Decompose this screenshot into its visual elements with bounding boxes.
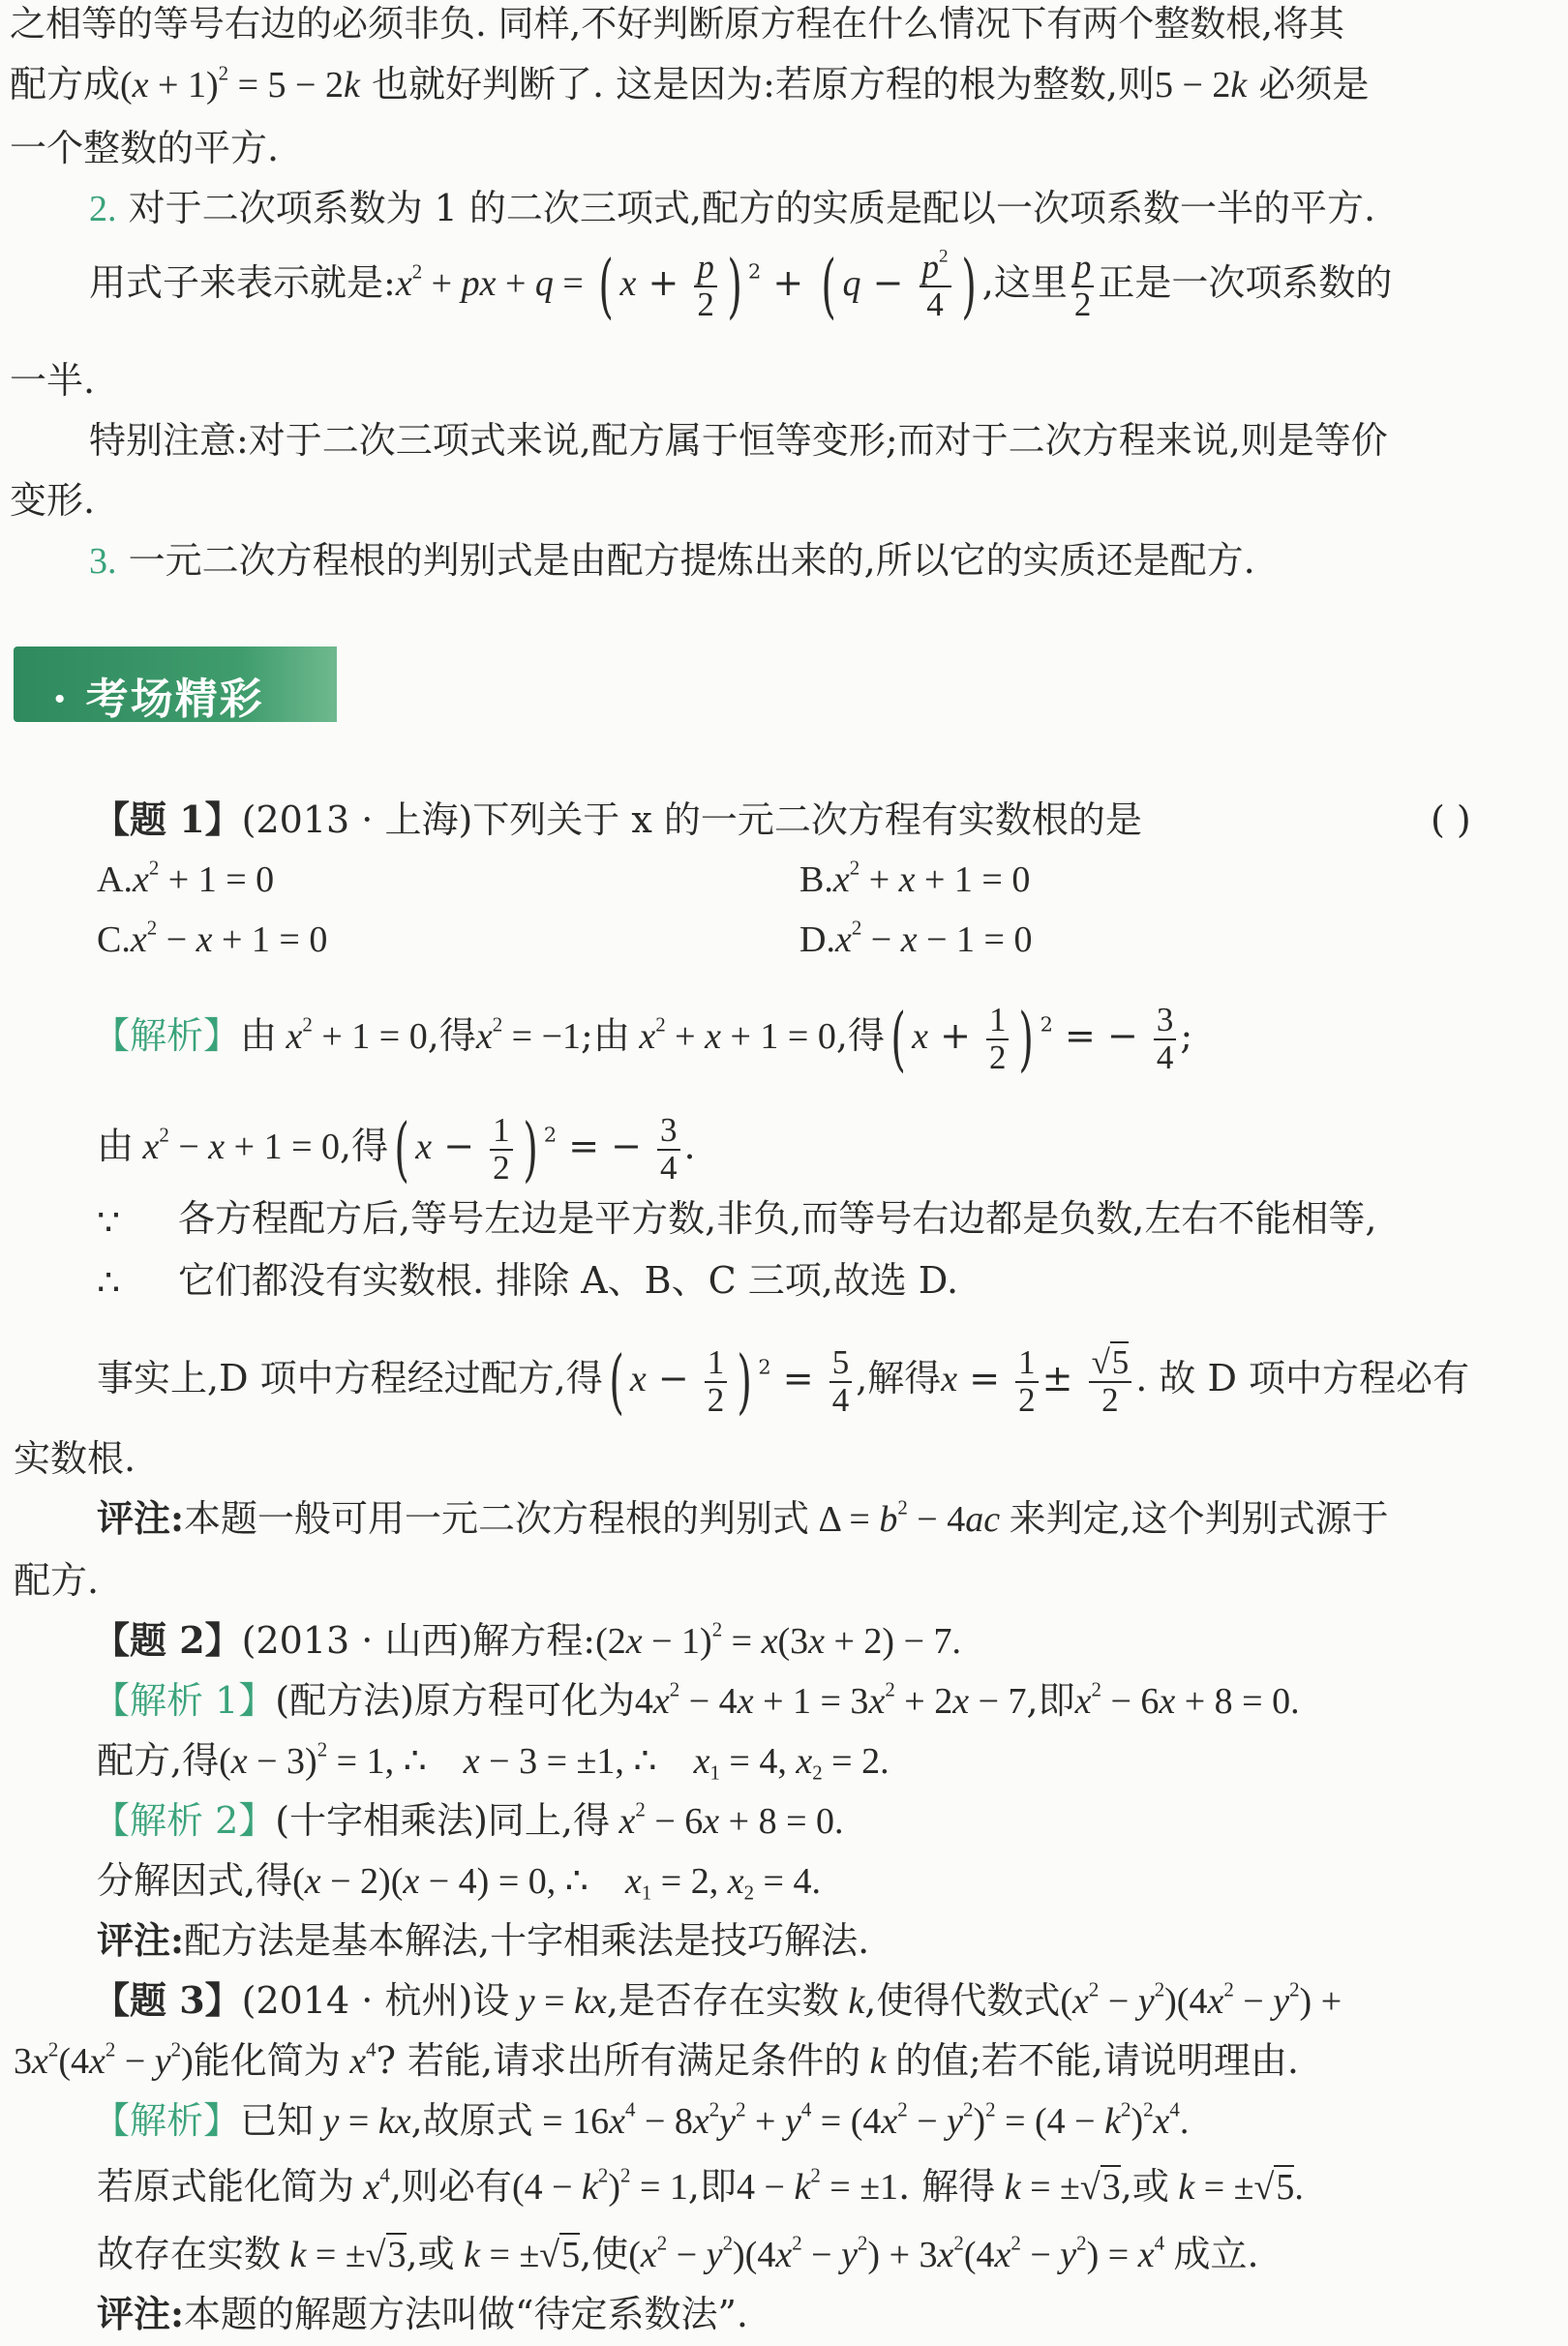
item-2-tail: 一半. [10,359,96,402]
q1-because: 各方程配方后,等号左边是平方数,非负,而等号右边都是负数,左右不能相等, [178,1197,1377,1240]
q1-fact-end: 实数根. [14,1437,136,1480]
q3-solution-line-2: 若原式能化简为 $x^4$,则必有$(4 - k^2)^2 = 1$,即$4 - k^2 = \pm 1$. 解得 k = ±√3,或 k = ±√5. [97,2163,1304,2208]
q1-answer-bracket: ( ) [1431,798,1471,841]
q1-stem [93,797,1142,841]
q1-therefore: 它们都没有实数根. 排除 A、B、C 三项,故选 D. [178,1259,959,1302]
q2-comment: 评注:配方法是基本解法,十字相乘法是技巧解法. [97,1918,870,1962]
intro-line-1: 之相等的等号右边的必须非负. 同样,不好判断原方程在什么情况下有两个整数根,将其 [10,3,1345,45]
q1-stem-text: (2013 · 上海)下列关于 x 的一元二次方程有实数根的是 [241,798,1142,841]
jiexi-tag: 【解析】 [93,1014,241,1058]
q3-stem: 【题 3】(2014 · 杭州)设 y = kx,是否存在实数 k,使得代数式$(x^2 - y^2)(4x^2 - y^2)$ + [93,1977,1342,2022]
q3-stem-line-2: $3x^2(4x^2 - y^2)$能化简为 $x^4$? 若能,请求出所有满足条件的 k 的值;若不能,请说明理由. [14,2037,1299,2082]
jiexi-tag: 【解析 2】 [93,1799,276,1842]
intro-text: 配方成 [10,63,121,105]
section-banner [14,647,337,722]
item-number: 3. [89,541,117,582]
item-number: 2. [89,189,117,229]
jiexi-tag: 【解析】 [93,2099,241,2142]
q1-therefore-sym: ∴ [97,1261,121,1304]
q3-tag: 【题 3】 [93,1978,242,2022]
q1-tag: 【题 1】 [93,797,242,841]
jiexi-tag: 【解析 1】 [93,1679,276,1722]
q2-solution-1-line-2: 配方,得$(x - 3)^2 = 1$, ∴ x − 3 = ±1, ∴ $x_1 = 4$, $x_2 = 2$. [97,1737,890,1785]
note-line-2: 变形. [10,479,96,522]
q1-option-d: $D.x^2 - x - 1 = 0$ [799,916,1033,960]
q3-solution-line-3: 故存在实数 k = ±√3,或 k = ±√5,使$(x^2 - y^2)(4x^2 - y^2) + 3x^2(4x^2 - y^2) = x^4$ 成立. [97,2231,1259,2275]
q1-solution-line-2: 由 $x^2 - x + 1 = 0$,得( x − $\frac{1}{2}$ ) $^2$ = − $\frac{3}{4}$ . [97,1108,696,1190]
formula-tail: ,这里 [981,261,1068,305]
q1-solution-line-1: 【解析】由 $x^2 + 1 = 0$,得$x^2 = -1$;由 $x^2 + x + 1 = 0$,得( x + $\frac{1}{2}$ ) $^2$ = − $\frac{3}{4}$ ; [93,998,1193,1080]
formula-lead: 用式子来表示就是: [89,261,396,305]
q1-option-b: $B.x^2 + x + 1 = 0$ [799,856,1031,900]
item-text: 一元二次方程根的判别式是由配方提炼出来的,所以它的实质还是配方. [128,539,1255,582]
comment-label: 评注: [97,1918,185,1962]
q2-solution-1: 【解析 1】(配方法)原方程可化为$4x^2 - 4x + 1 = 3x^2 + 2x - 7$,即$x^2 - 6x + 8 = 0$. [93,1677,1300,1722]
q2-solution-2-line-2: 分解因式,得(x − 2)(x − 4) = 0, ∴ $x_1 = 2$, $x_2 = 4$. [97,1859,821,1905]
q3-comment: 评注:本题的解题方法叫做“待定系数法”. [97,2292,748,2335]
q2-solution-2: 【解析 2】(十字相乘法)同上,得 $x^2 - 6x + 8 = 0$. [93,1797,844,1842]
q1-because-sym: ∵ [97,1201,121,1244]
item-3 [89,539,1255,582]
completing-square-formula: 用式子来表示就是$:x^2$ + px + q = ( x + $\frac{p}{2}$ ) $^2$ + ( q − $\frac{p^2}{4}$ ) ,这里 $\frac{p}{2}$ 正是一次项系数的 [89,245,1393,327]
intro-text: 必须是 [1258,63,1370,105]
q1-option-a: $A.x^2 + 1 = 0$ [97,856,275,900]
q1-option-c: $C.x^2 - x + 1 = 0$ [97,916,328,960]
item-2 [89,187,1376,229]
note-line-1: 特别注意:对于二次三项式来说,配方属于恒等变形;而对于二次方程来说,则是等价 [89,419,1388,462]
intro-line-2: 配方成$(x + 1)^2 = 5 - 2k$ 也就好判断了. 这是因为:若原方程的根为整数,则5 − 2k 必须是 [10,61,1370,105]
q1-comment-end: 配方. [14,1559,100,1602]
comment-label: 评注: [97,2292,185,2335]
q2-stem: 【题 2】(2013 · 山西)解方程:(2x − 1)$^2$ = x(3x + 2) − 7. [93,1617,962,1662]
item-text: 对于二次项系数为 1 的二次三项式,配方的实质是配以一次项系数一半的平方. [128,187,1376,229]
q1-comment: 评注:本题一般可用一元二次方程根的判别式 $\Delta = b^2 - 4ac$ 来判定,这个判别式源于 [97,1495,1389,1540]
q2-tag: 【题 2】 [93,1618,242,1662]
section-title: · 考场精彩 [52,675,264,724]
intro-line-3: 一个整数的平方. [10,127,280,169]
formula-tail: 正是一次项系数的 [1098,261,1393,305]
intro-text: 也就好判断了. 这是因为:若原方程的根为整数,则 [371,63,1155,105]
q1-fact: 事实上,D 项中方程经过配方,得( x − $\frac{1}{2}$ ) $^2$ = $\frac{5}{4}$ ,解得x = $\frac{1}{2}$ ± $\frac{√5}{2}$ . 故 D 项中方程必有 [97,1340,1470,1423]
comment-label: 评注: [97,1496,185,1540]
q3-solution: 【解析】已知 y = kx,故原式 = $16x^4 - 8x^2y^2 + y^4 = (4x^2 - y^2)^2 = (4 - k^2)^2x^4$. [93,2097,1190,2142]
